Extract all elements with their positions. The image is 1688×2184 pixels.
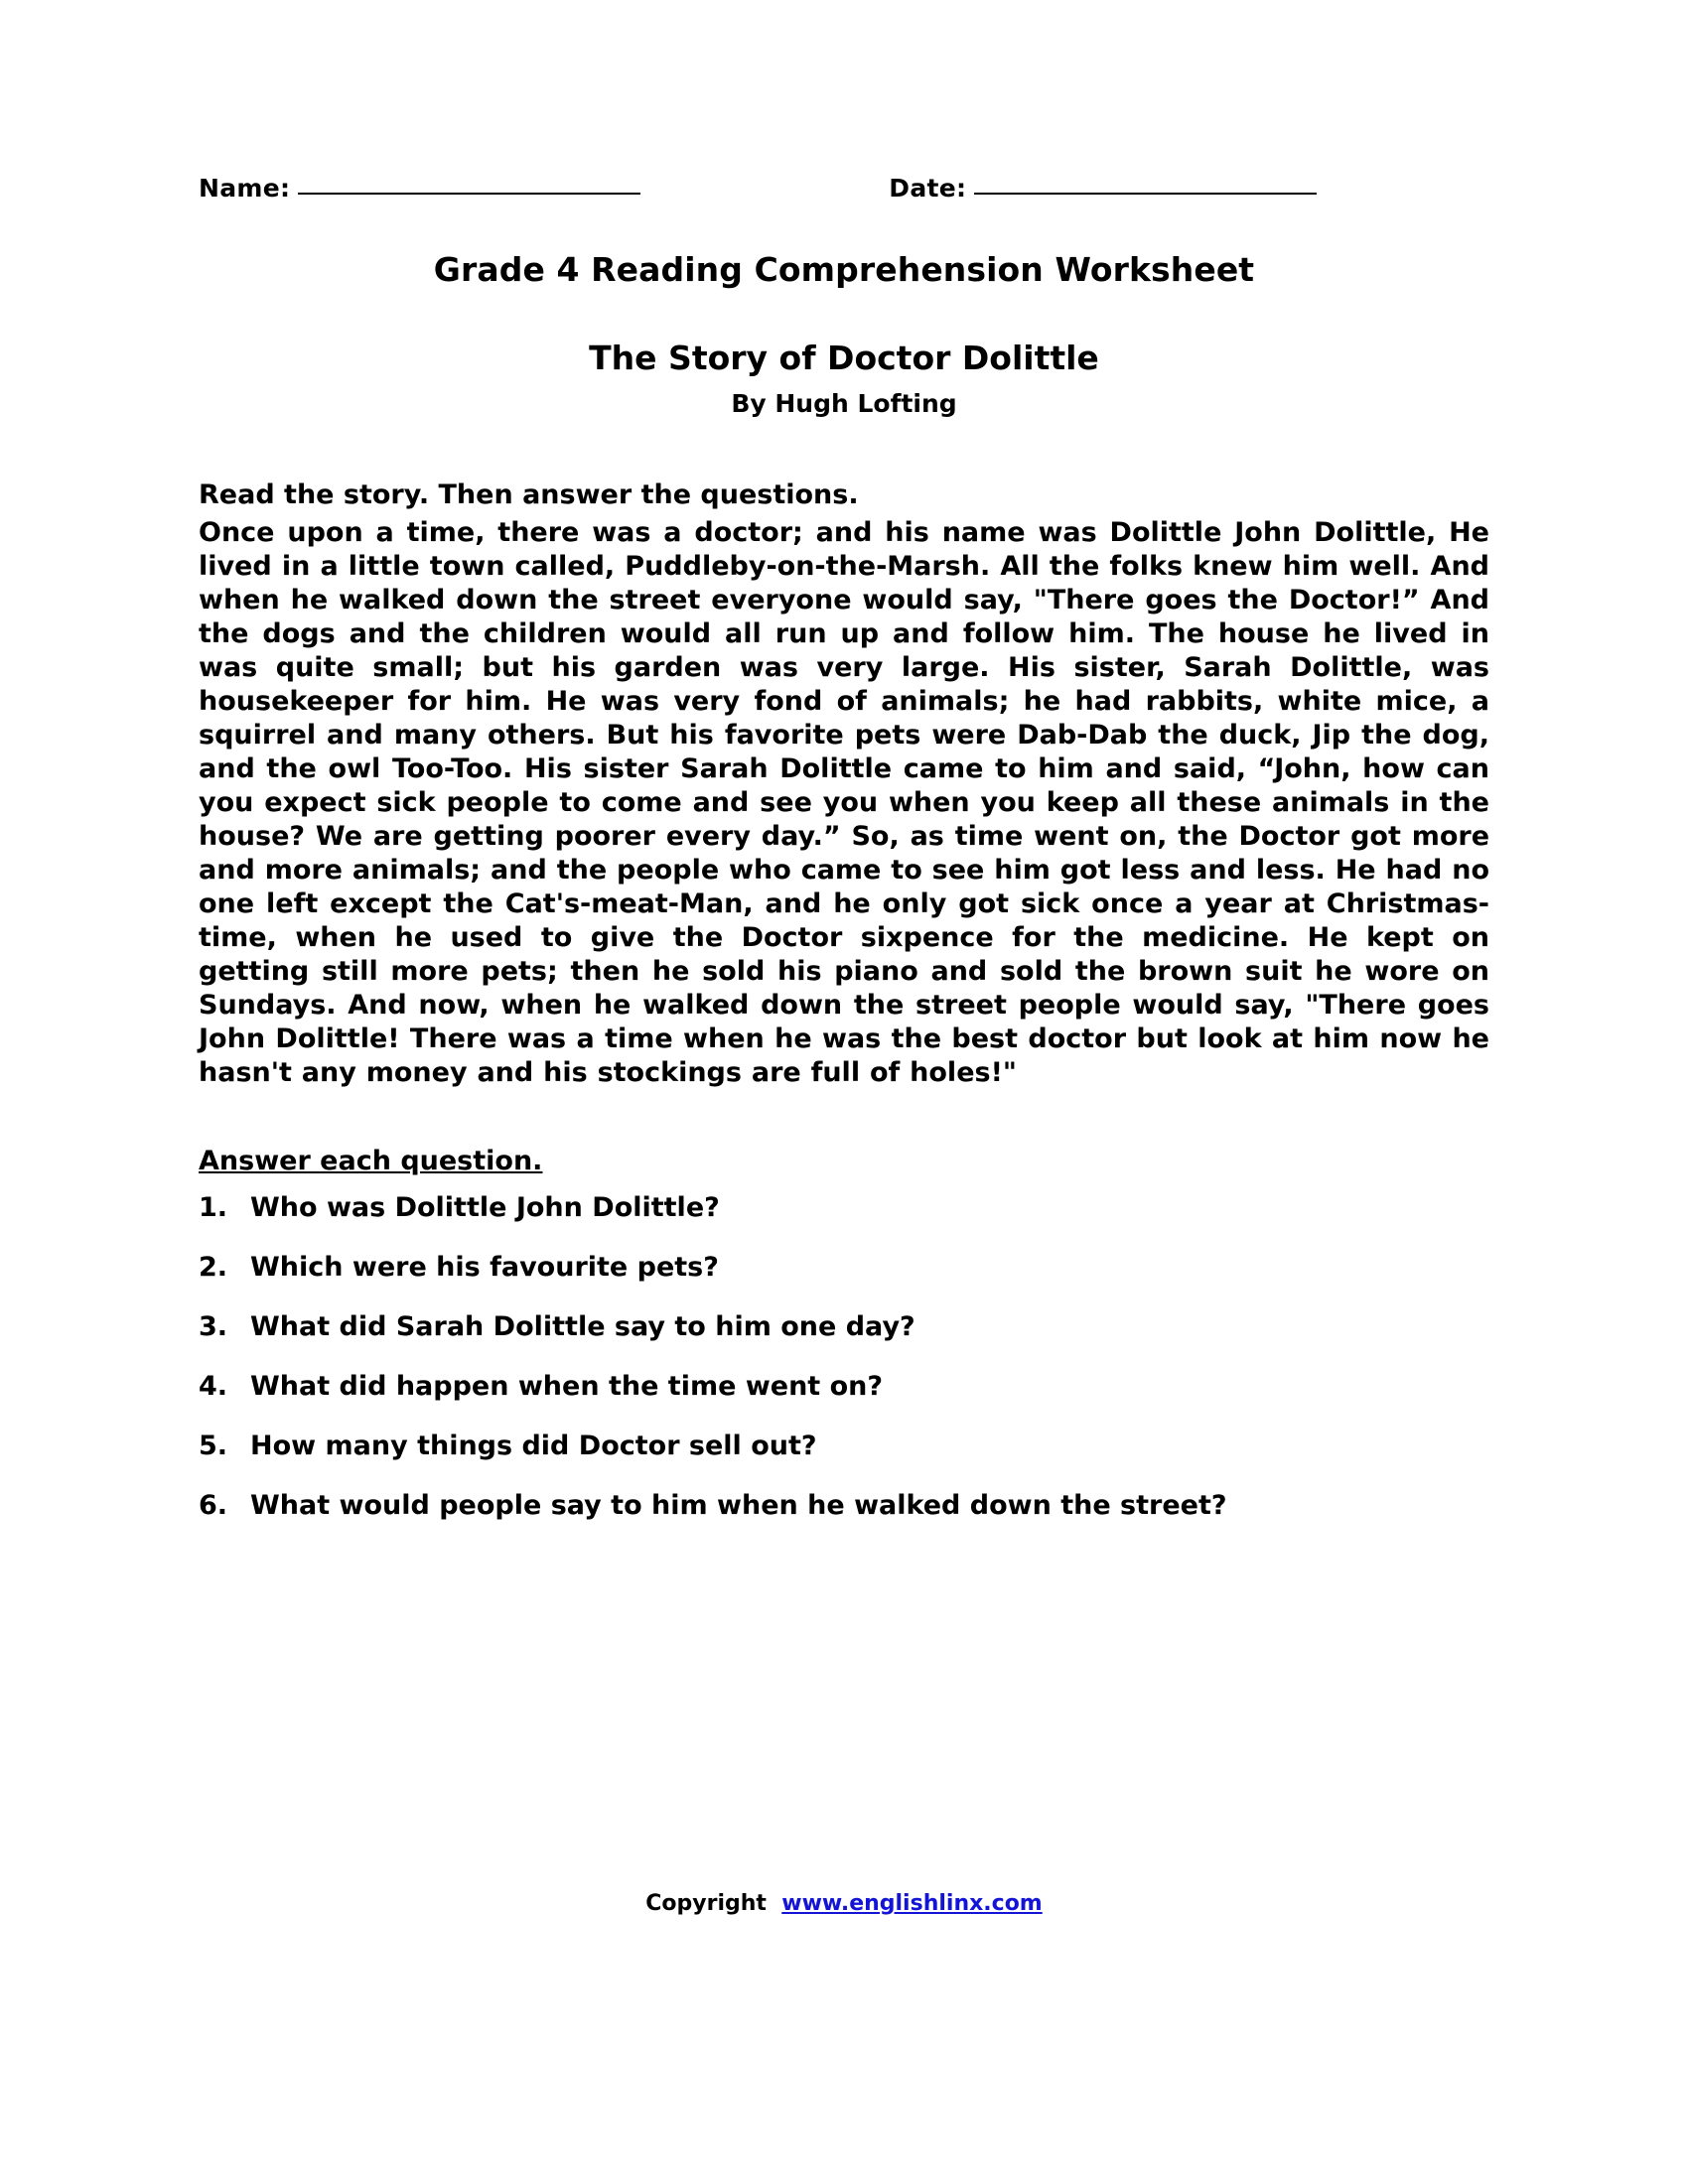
story-title: The Story of Doctor Dolittle	[589, 339, 1099, 377]
worksheet-title: Grade 4 Reading Comprehension Worksheet	[433, 250, 1255, 289]
question-number: 1.	[199, 1192, 228, 1224]
footer	[0, 1891, 1688, 1916]
list-item	[199, 1371, 1489, 1402]
date-field-group	[889, 174, 1317, 203]
copyright-label: Copyright	[645, 1891, 767, 1916]
worksheet-content	[199, 174, 1489, 1550]
list-item	[199, 1311, 1489, 1342]
name-field-group	[199, 174, 640, 203]
list-item	[199, 1192, 1489, 1223]
list-item	[199, 1490, 1489, 1521]
question-number: 6.	[199, 1490, 228, 1522]
story-author: By Hugh Lofting	[731, 389, 957, 418]
name-date-row	[199, 174, 1489, 203]
list-item	[199, 1431, 1489, 1461]
question-number: 4.	[199, 1371, 228, 1403]
questions-list	[199, 1192, 1489, 1521]
question-number: 2.	[199, 1252, 228, 1284]
question-text: What would people say to him when he walked down the street?	[250, 1490, 1227, 1522]
question-text: What did Sarah Dolittle say to him one day?	[250, 1311, 915, 1343]
question-text: What did happen when the time went on?	[250, 1371, 884, 1403]
list-item	[199, 1252, 1489, 1283]
story-passage: Once upon a time, there was a doctor; and his name was Dolittle John Dolittle, He lived in a little town called, Puddleby-on-the-Marsh. All the folks knew him well. And when he walked down the street everyone would say, "There goes the Doctor!” And the dogs and the children would all run up and follow him. The house he lived in was quite small; but his garden was very large. His sister, Sarah Dolittle, was housekeeper for him. He was very fond of animals; he had rabbits, white mice, a squirrel and many others. But his favorite pets were Dab-Dab the duck, Jip the dog, and the owl Too-Too. His sister Sarah Dolittle came to him and said, “John, how can you expect sick people to come and see you when you keep all these animals in the house? We are getting poorer every day.” So, as time went on, the Doctor got more and more animals; and the people who came to see him got less and less. He had no one left except the Cat's-meat-Man, and he only got sick once a year at Christmas-time, when he used to give the Doctor sixpence for the medicine. He kept on getting still more pets; then he sold his piano and sold the brown suit he wore on Sundays. And now, when he walked down the street people would say, "There goes John Dolittle! There was a time when he was the best doctor but look at him now he hasn't any money and his stockings are full of holes!"	[199, 517, 1489, 1089]
date-label: Date:	[889, 174, 967, 203]
reading-instruction: Read the story. Then answer the questions.	[199, 479, 859, 510]
name-write-line[interactable]	[298, 192, 640, 195]
questions-heading: Answer each question.	[199, 1146, 543, 1177]
name-label: Name:	[199, 174, 291, 203]
question-text: Which were his favourite pets?	[250, 1252, 719, 1284]
question-text: How many things did Doctor sell out?	[250, 1431, 817, 1462]
date-write-line[interactable]	[974, 192, 1317, 195]
question-number: 3.	[199, 1311, 228, 1343]
question-number: 5.	[199, 1431, 228, 1462]
question-text: Who was Dolittle John Dolittle?	[250, 1192, 720, 1224]
copyright-link[interactable]: www.englishlinx.com	[781, 1891, 1043, 1916]
